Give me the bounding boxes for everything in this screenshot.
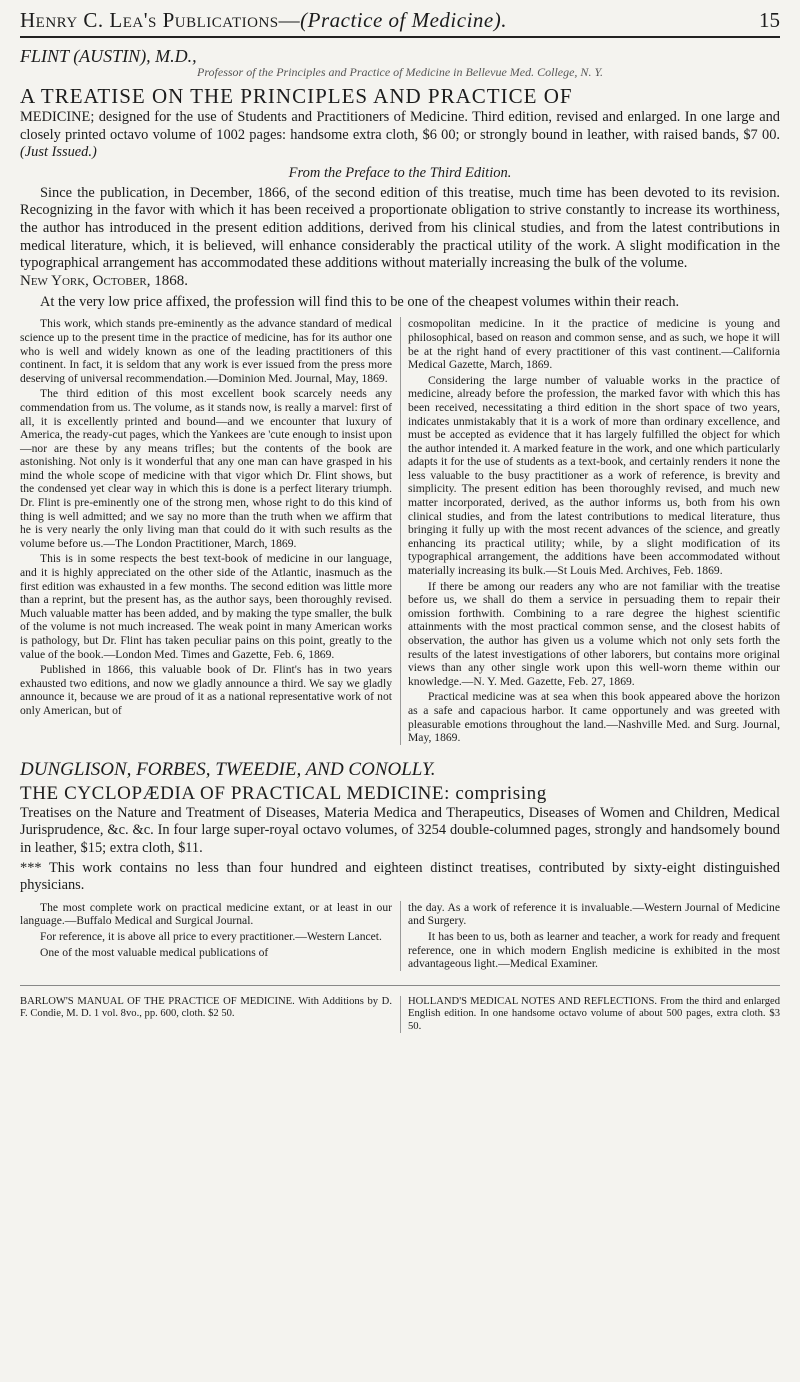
page — [20, 0, 780, 1033]
price-note: At the very low price affixed, the profession will find this to be one of the cheapest volumes within their reach. — [40, 293, 680, 310]
flint-reviews-right — [408, 317, 780, 744]
review: Practical medicine was at sea when this book appeared above the horizon as a safe and capacious harbor. It came opportunely and was greeted with pleasurable emotions throughout the land.—Nashville Med. and Surg. Journal, May, 1869. — [408, 690, 780, 745]
running-head-title: Henry C. Lea's Publications—(Practice of Medicine). — [20, 8, 507, 32]
barlow-text: BARLOW'S MANUAL OF THE PRACTICE OF MEDICINE. With Additions by D. F. Condie, M. D. 1 vol. 8vo., pp. 600, cloth. $2 50. — [20, 995, 392, 1020]
column-divider — [400, 901, 401, 971]
review: Considering the large number of valuable works in the practice of medicine, already before the profession, the marked favor with which this has been received, necessitating a third edition in the short space of two years, indicates unmistakably that it is a work of more than ordinary excellence, and must be accepted as evidence that it has largely fulfilled the object for which the author intended it. A marked feature in the work, and one which particularly adapts it for the use of students as a text-book, and certainly renders it none the less valuable to the busy practitioner as a work of reference, is brevity and simplicity. The present edition has been thoroughly revised, and much new matter incorporated, derived, as the author informs us, both from his own clinical studies, and from the latest contributions to medical literature, thus bringing it fully up with the most recent advances of the science, and greatly enhancing its practical utility; while, by a slight modification of its typographical arrangement, the additions have been accommodated without materially increasing its bulk.—St Louis Med. Archives, Feb. 1869. — [408, 373, 780, 578]
dunglison-reviews — [20, 901, 780, 971]
dunglison-title: THE CYCLOPÆDIA OF PRACTICAL MEDICINE: comprising — [20, 782, 547, 804]
flint-reviews — [20, 317, 780, 744]
review: This is in some respects the best text-book of medicine in our language, and it is highly appreciated on the other side of the Atlantic, inasmuch as the first edition was exhausted in a few months. The second edition was little more than a reprint, but the present has, as the author says, been thoroughly revised. Much valuable matter has been added, and by making the type smaller, the bulk of the volume is not much increased. The weak point in many American works is pathology, but Dr. Flint has taken peculiar pains on this point, greatly to the value of the book.—London Med. Times and Gazette, Feb. 6, 1869. — [20, 552, 392, 661]
review: For reference, it is above all price to every practitioner.—Western Lancet. — [40, 929, 382, 943]
flint-title: A TREATISE ON THE PRINCIPLES AND PRACTICE OF — [20, 84, 573, 108]
review: If there be among our readers any who are not familiar with the treatise before us, we shall do them a service in persuading them to repair their omission forthwith. Combining to a rare degree the highest scientific attainments with the most practical common sense, and the closest habits of observation, the author has given us a volume which not only sets forth the results of the latest investigations of other laborers, but contains more original views than any other single work upon this well-worn theme within our knowledge.—N. Y. Med. Gazette, Feb. 27, 1869. — [408, 579, 780, 688]
review: Published in 1866, this valuable book of Dr. Flint's has in two years exhausted two editions, and now we gladly announce a third. We say we gladly announce it, because we are proud of it as a national representative work of not only American, but of — [20, 663, 392, 717]
holland-text: HOLLAND'S MEDICAL NOTES AND REFLECTIONS. From the third and enlarged English edition. In one handsome octavo volume of about 500 pages, extra cloth. $3 50. — [408, 995, 780, 1032]
barlow-listing — [20, 996, 392, 1034]
flint-reviews-left — [20, 317, 392, 744]
review: It has been to us, both as learner and teacher, a work for ready and frequent reference, one in which modern English medicine is exhibited in the most advantageous light.—Medical Examiner. — [408, 929, 780, 971]
review: One of the most valuable medical publications of — [40, 945, 269, 959]
column-divider — [400, 317, 401, 744]
running-head — [20, 8, 780, 38]
listing-row — [20, 985, 780, 1034]
dunglison-heading: DUNGLISON, FORBES, TWEEDIE, AND CONOLLY. — [20, 758, 436, 780]
preface-text: Since the publication, in December, 1866, of the second edition of this treatise, much time has been devoted to its revision. Recognizing in the favor with which it has been received a proportionate obligation to strive constantly to increase its worthiness, the author has introduced in the present edition additions, derived from his clinical studies, and from the latest contributions in medical literature, which, it is believed, will enhance considerably the practical utility of the work. A slight modification in the typographical arrangement has accommodated these additions without materially increasing the bulk of the volume. — [20, 184, 780, 272]
review: The most complete work on practical medicine extant, or at least in our language.—Buffalo Medical and Surgical Journal. — [20, 900, 392, 928]
preface-heading: From the Preface to the Third Edition. — [288, 164, 512, 181]
review: the day. As a work of reference it is invaluable.—Western Journal of Medicine and Surgery. — [408, 900, 780, 928]
holland-listing — [408, 996, 780, 1034]
dunglison-reviews-right — [408, 901, 780, 971]
review: This work, which stands pre-eminently as the advance standard of medical science up to the present time in the practice of medicine, has for its author one who is well and widely known as one of the leading practitioners of this continent. In fact, it is seldom that any work is ever issued from the press more deserving of universal recommendation.—Dominion Med. Journal, May, 1869. — [20, 317, 392, 385]
column-divider — [400, 996, 401, 1034]
page-number: 15 — [759, 8, 780, 32]
review: cosmopolitan medicine. In it the practice of medicine is young and philosophical, based on reason and common sense, and as such, we hope it will be at the right hand of every practitioner of this vast continent.—California Medical Gazette, March, 1869. — [408, 317, 780, 372]
review: The third edition of this most excellent book scarcely needs any commendation from us. The volume, as it stands now, is really a marvel: first of all, it is excellently printed and bound—and we encounter that luxury of America, the ready-cut pages, which the Yankees are 'cute enough to insist upon—nor are these by any means trifles; but the contents of the book are astonishing. Not only is it wonderful that any one man can have grasped in his mind the whole scope of medicine with that vigor which Dr. Flint shows, but the condensed yet clear way in which this is done is a perfect literary triumph. Dr. Flint is pre-eminently one of the strong men, whose right to do this kind of thing is well admitted; and we say no more than the truth when we affirm that he is very nearly the only living man that could do it with such results as the volume before us.—The London Practitioner, March, 1869. — [20, 387, 393, 550]
flint-heading: FLINT (AUSTIN), M.D., — [20, 46, 197, 66]
dunglison-description: Treatises on the Nature and Treatment of Diseases, Materia Medica and Therapeutics, Diseases of Women and Children, Medical Jurisprudence, &c. &c. In four large super-royal octavo volumes, of 3254 double-columned pages, strongly and handsomely bound in leather, $15; extra cloth, $11. — [20, 804, 780, 856]
flint-subheading: Professor of the Principles and Practice of Medicine in Bellevue Med. College, N. Y. — [196, 65, 604, 79]
place-date: New York, October, 1868. — [20, 272, 188, 289]
dunglison-note: *** This work contains no less than four hundred and eighteen distinct treatises, contributed by sixty-eight distinguished physicians. — [20, 859, 780, 894]
dunglison-reviews-left — [20, 901, 392, 971]
flint-description: MEDICINE; designed for the use of Students and Practitioners of Medicine. Third edition, revised and enlarged. In one large and closely printed octavo volume of 1002 pages: handsome extra cloth, $6 00; or strongly bound in leather, with raised bands, $7 00. (Just Issued.) — [20, 109, 780, 161]
